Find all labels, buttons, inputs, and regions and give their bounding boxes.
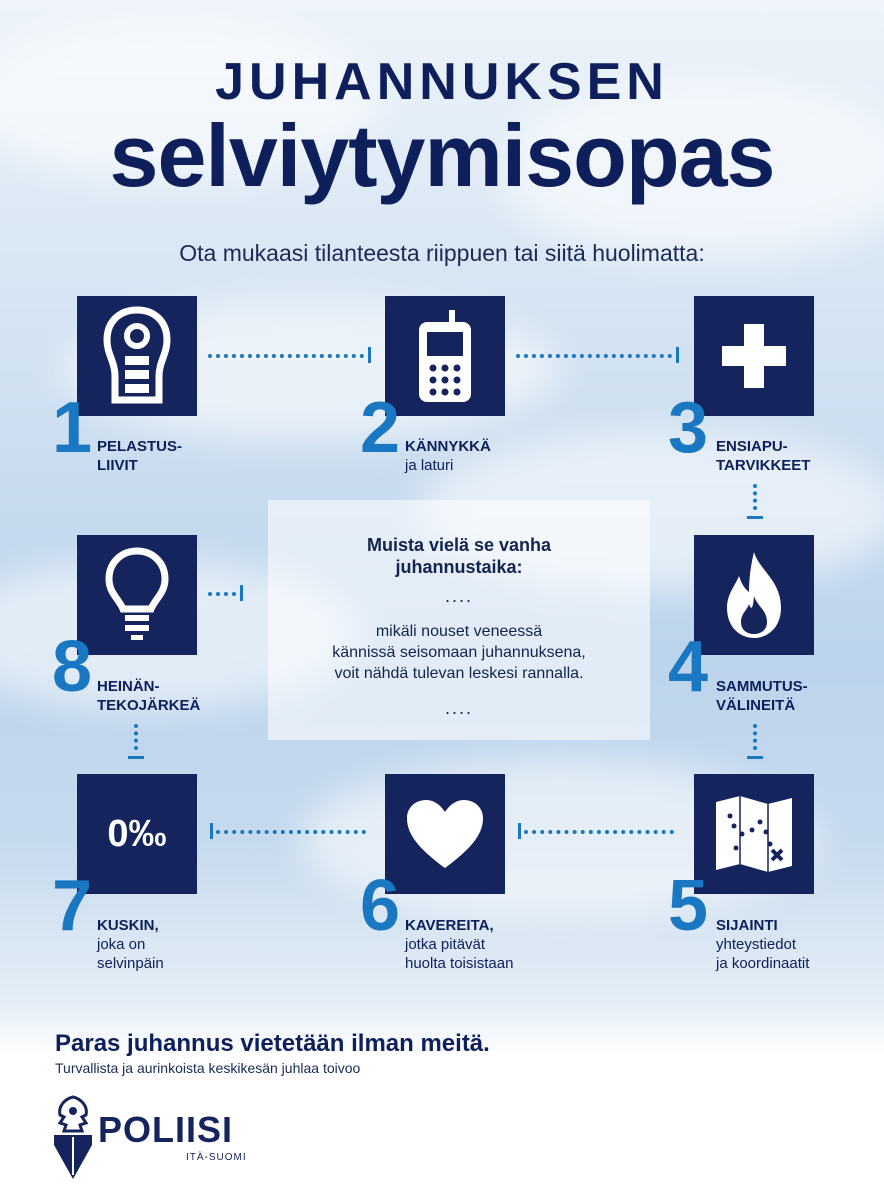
item-2-box [385, 296, 505, 416]
item-7-label: KUSKIN, joka on selvinpäin [97, 917, 164, 972]
heart-icon [405, 798, 485, 870]
item-6-box [385, 774, 505, 894]
item-8-label: HEINÄN- TEKOJÄRKEÄ [97, 678, 201, 714]
connector-6-7 [216, 830, 366, 834]
connector-4-5 [753, 724, 757, 750]
connector-5-6-end [518, 823, 521, 839]
light-bulb-icon [105, 547, 169, 643]
item-5-number: 5 [668, 866, 709, 946]
zero-permille-icon: 0‰ [107, 812, 167, 855]
item-4-label: SAMMUTUS- VÄLINEITÄ [716, 678, 808, 714]
map-icon [712, 792, 796, 876]
item-1-box [77, 296, 197, 416]
flame-icon [719, 550, 789, 640]
item-6-number: 6 [360, 866, 401, 946]
connector-1-2-end [368, 347, 371, 363]
item-6-label: KAVEREITA, jotka pitävät huolta toisistaan [405, 917, 514, 972]
item-7-box [77, 774, 197, 894]
connector-5-6 [524, 830, 674, 834]
item-2-number: 2 [360, 388, 401, 468]
title-line-2: selviytymisopas [109, 106, 775, 205]
memo-heading: Muista vielä se vanha juhannustaika: [366, 535, 552, 577]
connector-2-3 [516, 354, 672, 358]
item-3-label: ENSIAPU- TARVIKKEET [716, 438, 811, 474]
memo-dots-end: .... [444, 698, 473, 718]
life-jacket-icon [97, 306, 177, 406]
item-1-number: 1 [52, 388, 93, 468]
mobile-phone-icon [413, 308, 477, 404]
connector-7-8 [134, 724, 138, 750]
item-3-box [694, 296, 814, 416]
item-2-label: KÄNNYKKÄ ja laturi [405, 438, 491, 474]
memo-text: mikäli nouset veneessä kännissä seisomaan juhannuksena, voit nähdä tulevan leskesi rannalla. [332, 623, 586, 682]
memo-dots: .... [444, 586, 473, 606]
connector-1-2 [208, 354, 364, 358]
connector-7-8-end [128, 756, 144, 759]
item-8-box [77, 535, 197, 655]
item-7-number: 7 [52, 866, 93, 946]
connector-8-memo [208, 592, 236, 596]
logo-region: ITÄ-SUOMI [186, 1152, 247, 1163]
item-4-number: 4 [668, 627, 709, 707]
connector-2-3-end [676, 347, 679, 363]
subtitle: Ota mukaasi tilanteesta riippuen tai siitä huolimatta: [179, 240, 705, 266]
memo-box [268, 500, 650, 740]
item-8-number: 8 [52, 627, 93, 707]
footer-wish: Turvallista ja aurinkoista keskikesän juhlaa toivoo [55, 1060, 361, 1076]
item-3-number: 3 [668, 388, 709, 468]
item-5-box [694, 774, 814, 894]
logo-name: POLIISI [98, 1109, 234, 1150]
connector-3-4 [753, 484, 757, 510]
connector-6-7-end [210, 823, 213, 839]
connector-4-5-end [747, 756, 763, 759]
footer-slogan: Paras juhannus vietetään ilman meitä. [55, 1030, 490, 1057]
title-line-1: JUHANNUKSEN [215, 53, 669, 111]
item-4-box [694, 535, 814, 655]
item-5-label: SIJAINTI yhteystiedot ja koordinaatit [716, 917, 810, 972]
item-1-label: PELASTUS- LIIVIT [97, 438, 183, 474]
first-aid-cross-icon [720, 322, 788, 390]
connector-3-4-end [747, 516, 763, 519]
connector-8-memo-end [240, 585, 243, 601]
police-emblem-icon [50, 1095, 96, 1181]
